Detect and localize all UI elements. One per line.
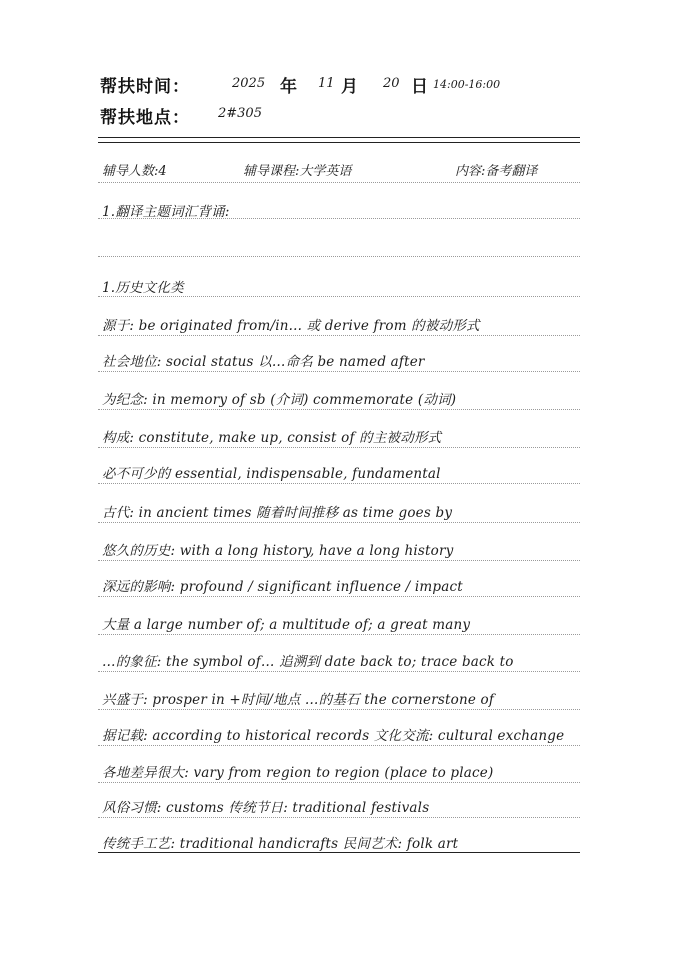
date-year: 2025 bbox=[232, 76, 266, 91]
time-range: 14:00-16:00 bbox=[433, 78, 501, 91]
place-label: 帮扶地点： bbox=[100, 108, 190, 128]
ruled-line bbox=[98, 447, 580, 448]
vocab-line: 兴盛于: prosper in +时间/地点 …的基石 the cornerstone of bbox=[102, 692, 495, 708]
ruled-line bbox=[98, 335, 580, 336]
ruled-line bbox=[98, 483, 580, 484]
date-day: 20 bbox=[383, 76, 400, 91]
ruled-line bbox=[98, 671, 580, 672]
ruled-line bbox=[98, 817, 580, 818]
vocab-line: 为纪念: in memory of sb (介词) commemorate (动词) bbox=[102, 392, 457, 408]
ruled-line bbox=[98, 296, 580, 297]
header-rule-top bbox=[98, 137, 580, 138]
ruled-line bbox=[98, 745, 580, 746]
year-unit: 年 bbox=[280, 77, 297, 97]
location-value: 2#305 bbox=[218, 106, 262, 121]
section-heading: 1.翻译主题词汇背诵: bbox=[102, 204, 230, 220]
footer-rule bbox=[98, 852, 580, 853]
vocab-line: 大量 a large number of; a multitude of; a great many bbox=[102, 617, 471, 633]
tutoring-course: 辅导课程:大学英语 bbox=[243, 164, 352, 179]
tutoring-count: 辅导人数:4 bbox=[102, 164, 167, 179]
header-rule-bottom bbox=[98, 142, 580, 143]
ruled-line bbox=[98, 522, 580, 523]
ruled-line bbox=[98, 256, 580, 257]
day-unit: 日 bbox=[411, 77, 428, 97]
vocab-line: 古代: in ancient times 随着时间推移 as time goes by bbox=[102, 505, 453, 521]
ruled-line bbox=[98, 371, 580, 372]
ruled-line bbox=[98, 782, 580, 783]
ruled-line bbox=[98, 218, 580, 219]
vocab-line: 各地差异很大: vary from region to region (place to place) bbox=[102, 765, 494, 781]
ruled-line bbox=[98, 560, 580, 561]
ruled-line bbox=[98, 596, 580, 597]
vocab-line: …的象征: the symbol of… 追溯到 date back to; trace back to bbox=[102, 654, 514, 670]
vocab-line: 源于: be originated from/in... 或 derive from 的被动形式 bbox=[102, 318, 480, 334]
ruled-line bbox=[98, 634, 580, 635]
vocab-line: 风俗习惯: customs 传统节日: traditional festivals bbox=[102, 800, 430, 816]
vocab-line: 传统手工艺: traditional handicrafts 民间艺术: folk art bbox=[102, 836, 459, 852]
vocab-line: 社会地位: social status 以…命名 be named after bbox=[102, 354, 425, 370]
vocab-line: 据记载: according to historical records 文化交流: cultural exchange bbox=[102, 728, 565, 744]
vocab-line: 必不可少的 essential, indispensable, fundamental bbox=[102, 466, 441, 482]
vocab-line: 深远的影响: profound / significant influence / impact bbox=[102, 579, 463, 595]
month-unit: 月 bbox=[341, 77, 358, 97]
vocab-line: 悠久的历史: with a long history, have a long history bbox=[102, 543, 454, 559]
ruled-line bbox=[98, 409, 580, 410]
vocab-line: 构成: constitute, make up, consist of 的主被动形式 bbox=[102, 430, 442, 446]
category-heading: 1.历史文化类 bbox=[102, 280, 184, 296]
tutoring-content: 内容:备考翻译 bbox=[455, 164, 538, 179]
ruled-line bbox=[98, 709, 580, 710]
time-label: 帮扶时间： bbox=[100, 77, 190, 97]
ruled-line bbox=[98, 182, 580, 183]
date-month: 11 bbox=[318, 76, 335, 91]
